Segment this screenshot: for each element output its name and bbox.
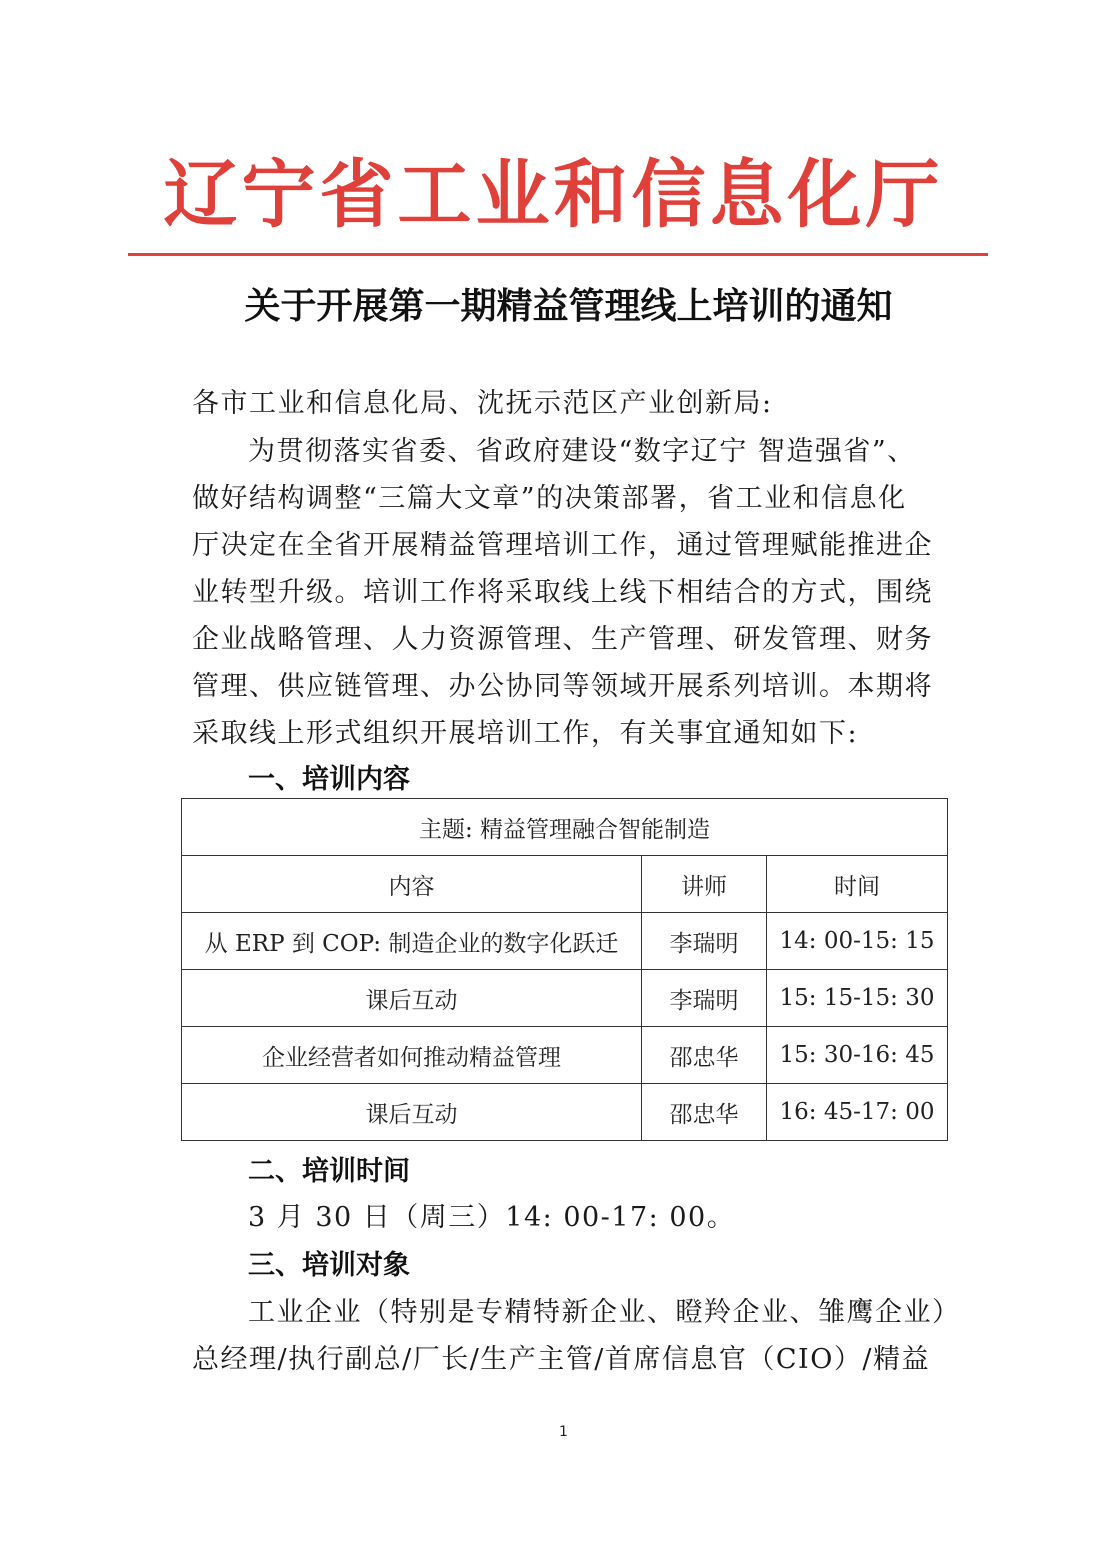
cell-content: 企业经营者如何推动精益管理	[182, 1027, 642, 1084]
table-row	[182, 913, 948, 970]
document-title: 关于开展第一期精益管理线上培训的通知	[244, 286, 893, 327]
section-heading-time: 二、培训时间	[248, 1156, 410, 1187]
table-theme-row	[182, 799, 948, 856]
paragraph-line: 为贯彻落实省委、省政府建设“数字辽宁 智造强省”、	[248, 436, 916, 467]
page-number: 1	[559, 1424, 568, 1440]
section-heading-audience: 三、培训对象	[248, 1250, 410, 1281]
audience-line: 总经理/执行副总/厂长/生产主管/首席信息官（CIO）/精益	[192, 1344, 930, 1375]
cell-content: 课后互动	[182, 1084, 642, 1141]
table-row	[182, 1027, 948, 1084]
schedule-table	[181, 798, 948, 1141]
cell-time: 15: 15-15: 30	[767, 970, 948, 1027]
training-time-text: 3 月 30 日（周三）14: 00-17: 00。	[248, 1202, 736, 1233]
cell-time: 16: 45-17: 00	[767, 1084, 948, 1141]
letterhead-title: 辽宁省工业和信息化厅	[163, 152, 944, 238]
column-header-lecturer: 讲师	[642, 856, 767, 913]
cell-time: 14: 00-15: 15	[767, 913, 948, 970]
section-heading-content: 一、培训内容	[248, 764, 410, 795]
paragraph-line: 企业战略管理、人力资源管理、生产管理、研发管理、财务	[192, 624, 933, 655]
paragraph-line: 业转型升级。培训工作将采取线上线下相结合的方式，围绕	[192, 577, 933, 608]
cell-time: 15: 30-16: 45	[767, 1027, 948, 1084]
column-header-content: 内容	[182, 856, 642, 913]
paragraph-line: 采取线上形式组织开展培训工作，有关事宜通知如下:	[192, 718, 859, 749]
paragraph-line: 厅决定在全省开展精益管理培训工作，通过管理赋能推进企	[192, 530, 933, 561]
salutation: 各市工业和信息化局、沈抚示范区产业创新局:	[192, 388, 773, 419]
table-theme: 主题: 精益管理融合智能制造	[182, 799, 948, 856]
table-row	[182, 970, 948, 1027]
column-header-time: 时间	[767, 856, 948, 913]
cell-lecturer: 李瑞明	[642, 913, 767, 970]
letterhead-red-rule	[128, 253, 988, 256]
table-row	[182, 1084, 948, 1141]
cell-lecturer: 邵忠华	[642, 1084, 767, 1141]
cell-content: 课后互动	[182, 970, 642, 1027]
cell-content: 从 ERP 到 COP: 制造企业的数字化跃迁	[182, 913, 642, 970]
cell-lecturer: 邵忠华	[642, 1027, 767, 1084]
cell-lecturer: 李瑞明	[642, 970, 767, 1027]
table-header-row	[182, 856, 948, 913]
paragraph-line: 管理、供应链管理、办公协同等领域开展系列培训。本期将	[192, 671, 933, 702]
audience-line: 工业企业（特别是专精特新企业、瞪羚企业、雏鹰企业）	[248, 1297, 961, 1328]
paragraph-line: 做好结构调整“三篇大文章”的决策部署，省工业和信息化	[192, 483, 907, 514]
